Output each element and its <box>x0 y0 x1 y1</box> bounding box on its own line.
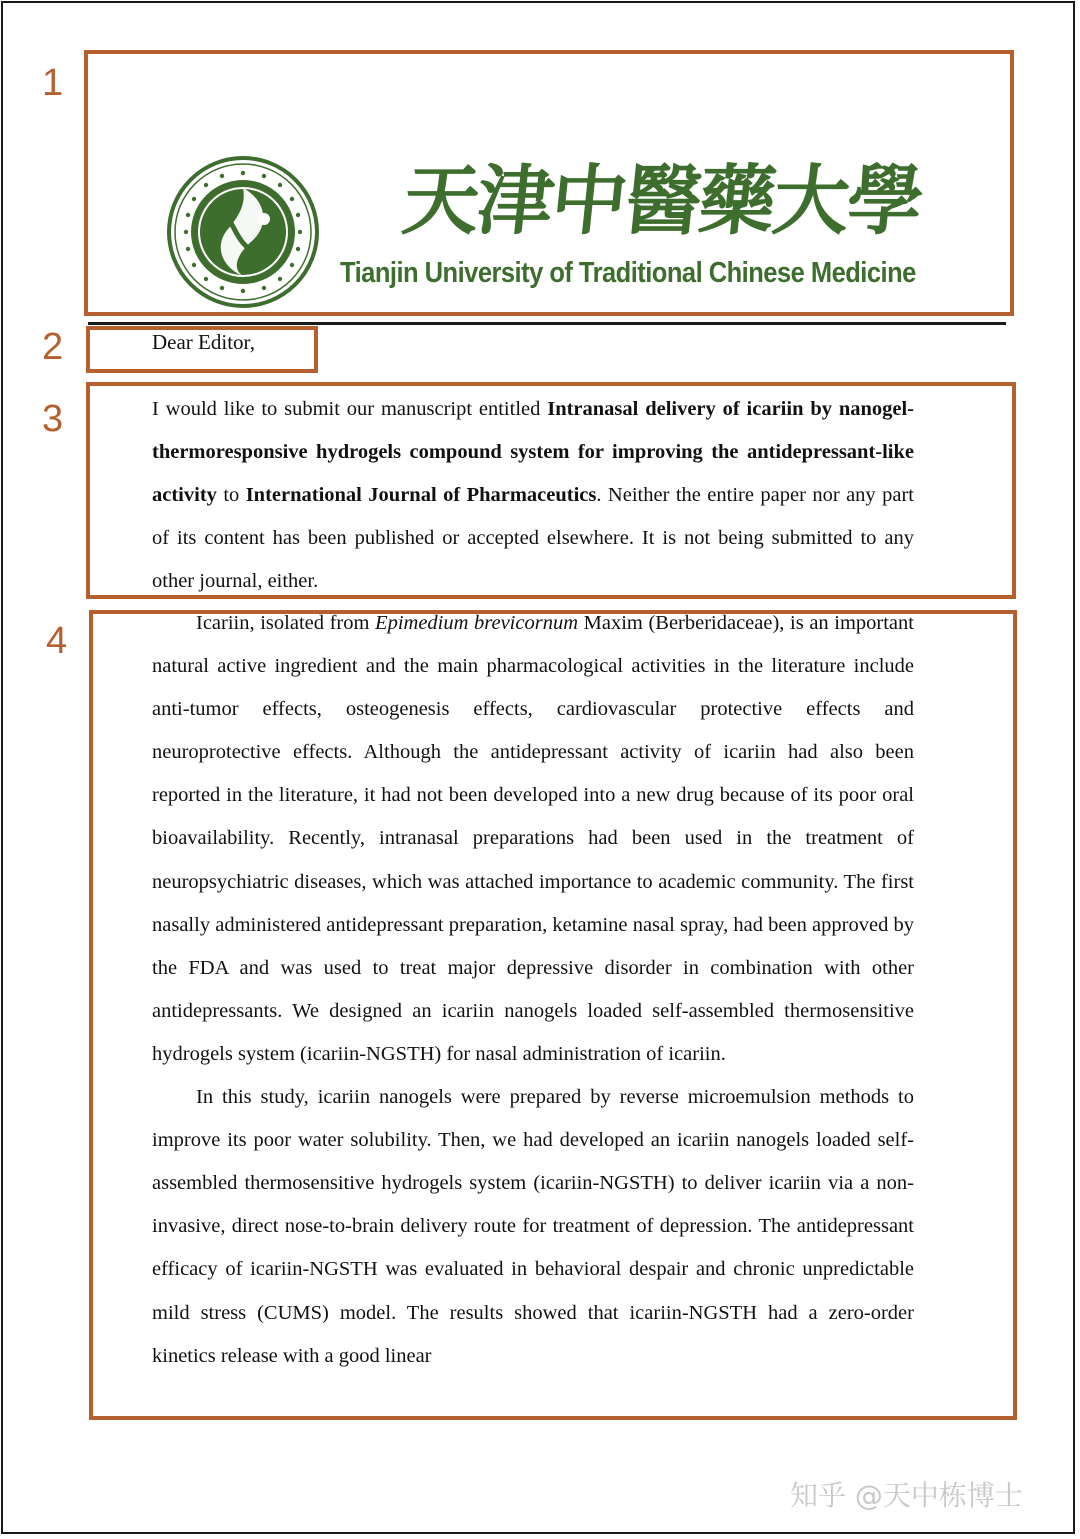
salutation: Dear Editor, <box>152 330 255 354</box>
section-number-1: 1 <box>42 62 64 104</box>
background-text-1: Icariin, isolated from <box>196 612 376 634</box>
species-name: Epimedium brevicornum <box>375 612 579 634</box>
watermark: 知乎 @天中栋博士 <box>790 1479 1023 1512</box>
intro-text-2: to <box>216 484 246 507</box>
intro-text-3: . Neither the entire paper nor any part of its content has been published or accepted elsewhere. It is not being submitted to any other journal, either. <box>152 484 914 593</box>
body-section <box>152 602 914 1378</box>
manuscript-title: Intranasal delivery of icariin by nanogel-thermoresponsive hydrogels compound system for improving the antidepressant-like activity <box>152 398 914 507</box>
background-text-2: Maxim (Berberidaceae), is an important natural active ingredient and the main pharmacological activities in the literature include anti-tumor effects, osteogenesis effects, cardiovascular protective effects and neuroprotective effects. Although the antidepressant activity of icariin had also been reported in the literature, it had not been developed into a new drug because of its poor oral bioavailability. Recently, intranasal preparations had been used in the treatment of neuropsychiatric diseases, which was attached importance to academic community. The first nasally administered antidepressant preparation, ketamine nasal spray, had been approved by the FDA and was used to treat major depressive disorder in combination with other antidepressants. We designed an icariin nanogels loaded self-assembled thermosensitive hydrogels system (icariin-NGSTH) for nasal administration of icariin. <box>152 612 914 1065</box>
section-number-4: 4 <box>46 620 68 662</box>
header-divider-line <box>88 322 1006 325</box>
university-chinese-name: 天津中醫藥大學 <box>398 156 927 245</box>
intro-paragraph <box>152 388 914 603</box>
study-paragraph: In this study, icariin nanogels were prepared by reverse microemulsion methods to improve its poor water solubility. Then, we had developed an icariin nanogels loaded self-assembled thermosensitive hydrogels system (icariin-NGSTH) to deliver icariin via a non-invasive, direct nose-to-brain delivery route for treatment of depression. The antidepressant efficacy of icariin-NGSTH was evaluated in behavioral despair and chronic unpredictable mild stress (CUMS) model. The results showed that icariin-NGSTH had a zero-order kinetics release with a good linear <box>152 1086 914 1367</box>
university-seal-logo <box>166 155 320 309</box>
background-paragraph <box>152 602 914 1076</box>
journal-name: International Journal of Pharmaceutics <box>245 484 597 507</box>
section-number-3: 3 <box>42 398 64 440</box>
section-number-2: 2 <box>42 326 64 368</box>
university-english-name: Tianjin University of Traditional Chinese Medicine <box>340 257 916 289</box>
intro-text-1: I would like to submit our manuscript entitled <box>152 398 548 420</box>
